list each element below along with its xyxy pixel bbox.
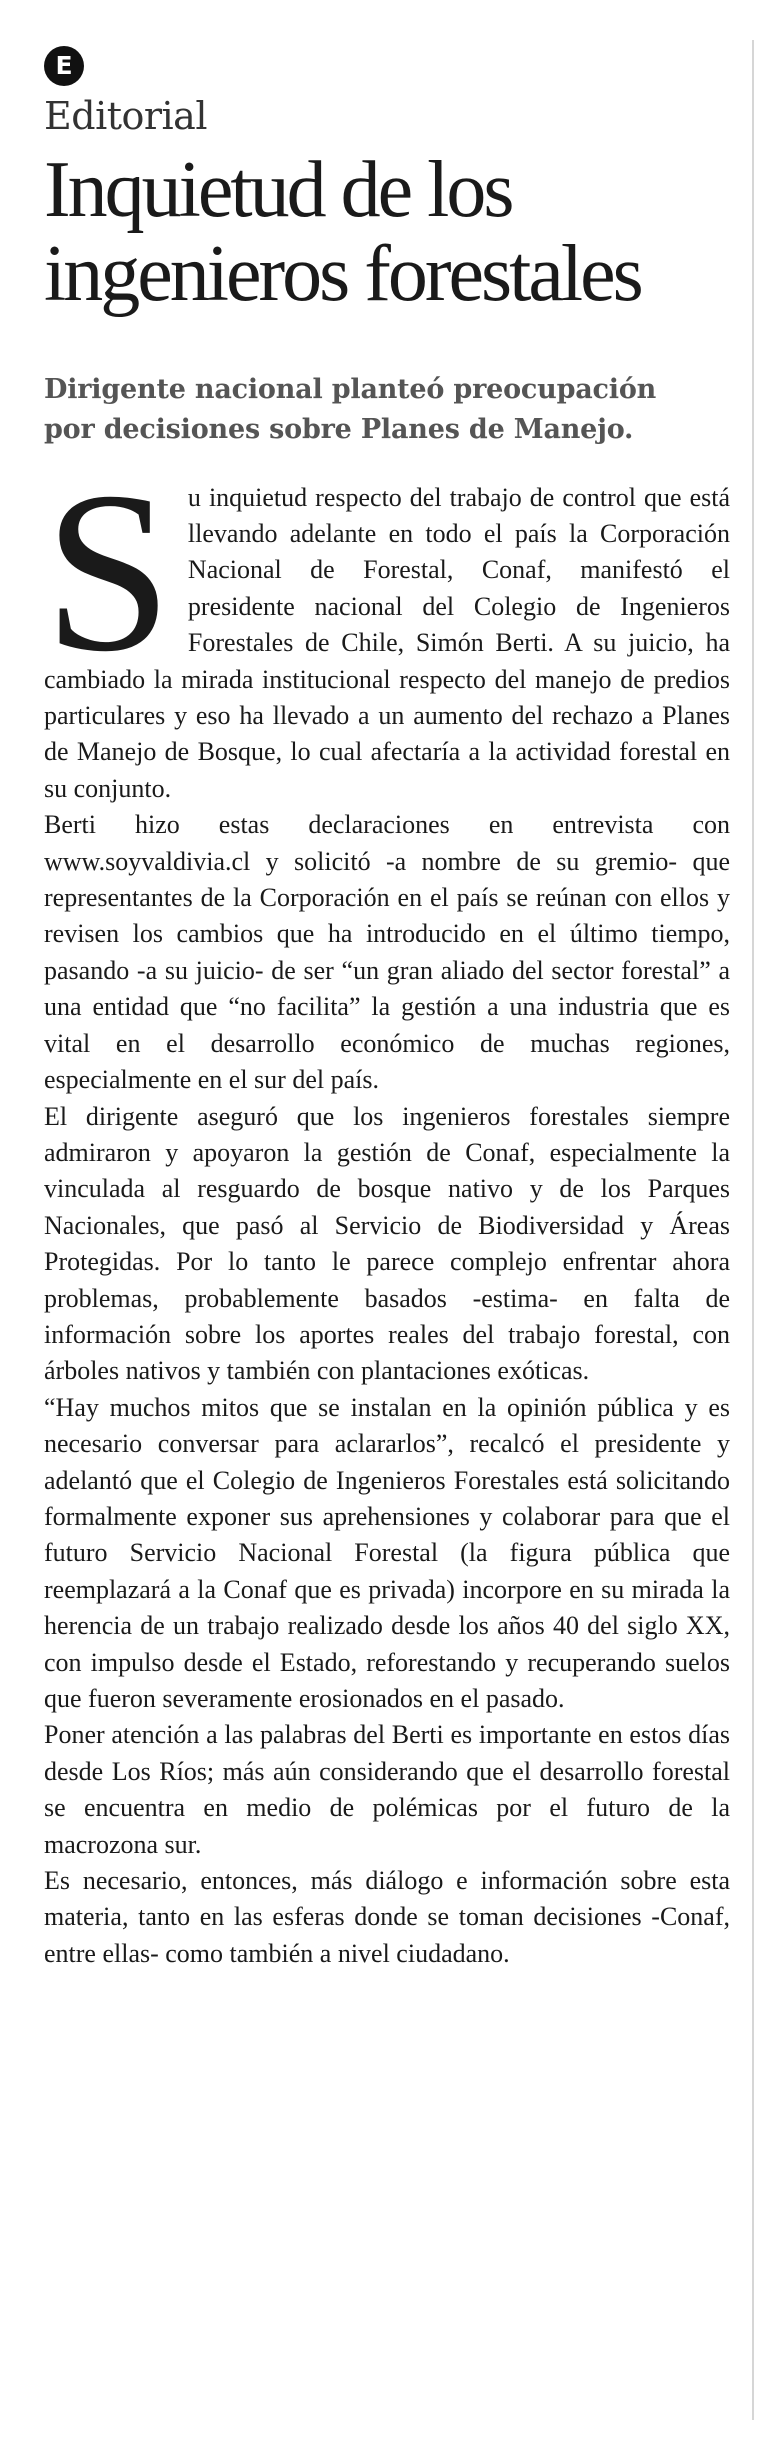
article-paragraph-6: Es necesario, entonces, más diálogo e información sobre esta materia, tanto en las esferas donde se toman decisiones -Conaf, entre ellas- como también a nivel ciudadano.: [44, 1866, 730, 1968]
section-label: Editorial: [44, 94, 207, 138]
subheadline: [44, 370, 730, 450]
subheadline-line-1: Dirigente nacional planteó preocupación: [44, 373, 657, 405]
article-paragraph-3: El dirigente aseguró que los ingenieros forestales siempre admiraron y apoyaron la gestión de Conaf, especialmente la vinculada al resguardo de bosque nativo y de los Parques Nacionales, que pasó al Servicio de Biodiversidad y Áreas Protegidas. Por lo tanto le parece complejo enfrentar ahora problemas, probablemente basados -estima- en falta de información sobre los aportes reales del trabajo forestal, con árboles nativos y también con plantaciones exóticas.: [44, 1101, 730, 1386]
headline: [44, 148, 730, 316]
subheadline-line-2: por decisiones sobre Planes de Manejo.: [44, 413, 634, 445]
article-paragraph-1: u inquietud respecto del trabajo de control que está llevando adelante en todo el país la Corporación Nacional de Forestal, Conaf, manifestó el presidente nacional del Colegio de Ingenieros Forestales de Chile, Simón Berti. A su juicio, ha cambiado la mirada institucional respecto del manejo de predios particulares y eso ha llevado a un aumento del rechazo a Planes de Manejo de Bosque, lo cual afectaría a la actividad forestal en su conjunto.: [44, 482, 730, 803]
page-edge-divider: [752, 40, 754, 2420]
editorial-badge-icon: E: [44, 46, 84, 86]
article-paragraph-5: Poner atención a las palabras del Berti es importante en estos días desde Los Ríos; más aún considerando que el desarrollo forestal se encuentra en medio de polémicas por el futuro de la macrozona sur.: [44, 1720, 730, 1859]
article-paragraph-2: Berti hizo estas declaraciones en entrevista con www.soyvaldivia.cl y solicitó -a nombre de su gremio- que representantes de la Corporación en el país se reúnan con ellos y revisen los cambios que ha introducido en el último tiempo, pasando -a su juicio- de ser “un gran aliado del sector forestal” a una entidad que “no facilita” la gestión a una industria que es vital en el desarrollo económico de muchas regiones, especialmente en el sur del país.: [44, 810, 730, 1095]
article-paragraph-4: “Hay muchos mitos que se instalan en la opinión pública y es necesario conversar para aclararlos”, recalcó el presidente y adelantó que el Colegio de Ingenieros Forestales está solicitando formalmente exponer sus aprehensiones y colaborar para que el futuro Servicio Nacional Forestal (la figura pública que reemplazará a la Conaf que es privada) incorpore en su mirada la herencia de un trabajo realizado desde los años 40 del siglo XX, con impulso desde el Estado, reforestando y recuperando suelos que fueron severamente erosionados en el pasado.: [44, 1392, 730, 1713]
headline-line-1: Inquietud de los: [44, 146, 512, 234]
drop-cap: S: [44, 443, 172, 699]
article-body: [44, 443, 730, 1973]
headline-line-2: ingenieros forestales: [44, 230, 641, 318]
